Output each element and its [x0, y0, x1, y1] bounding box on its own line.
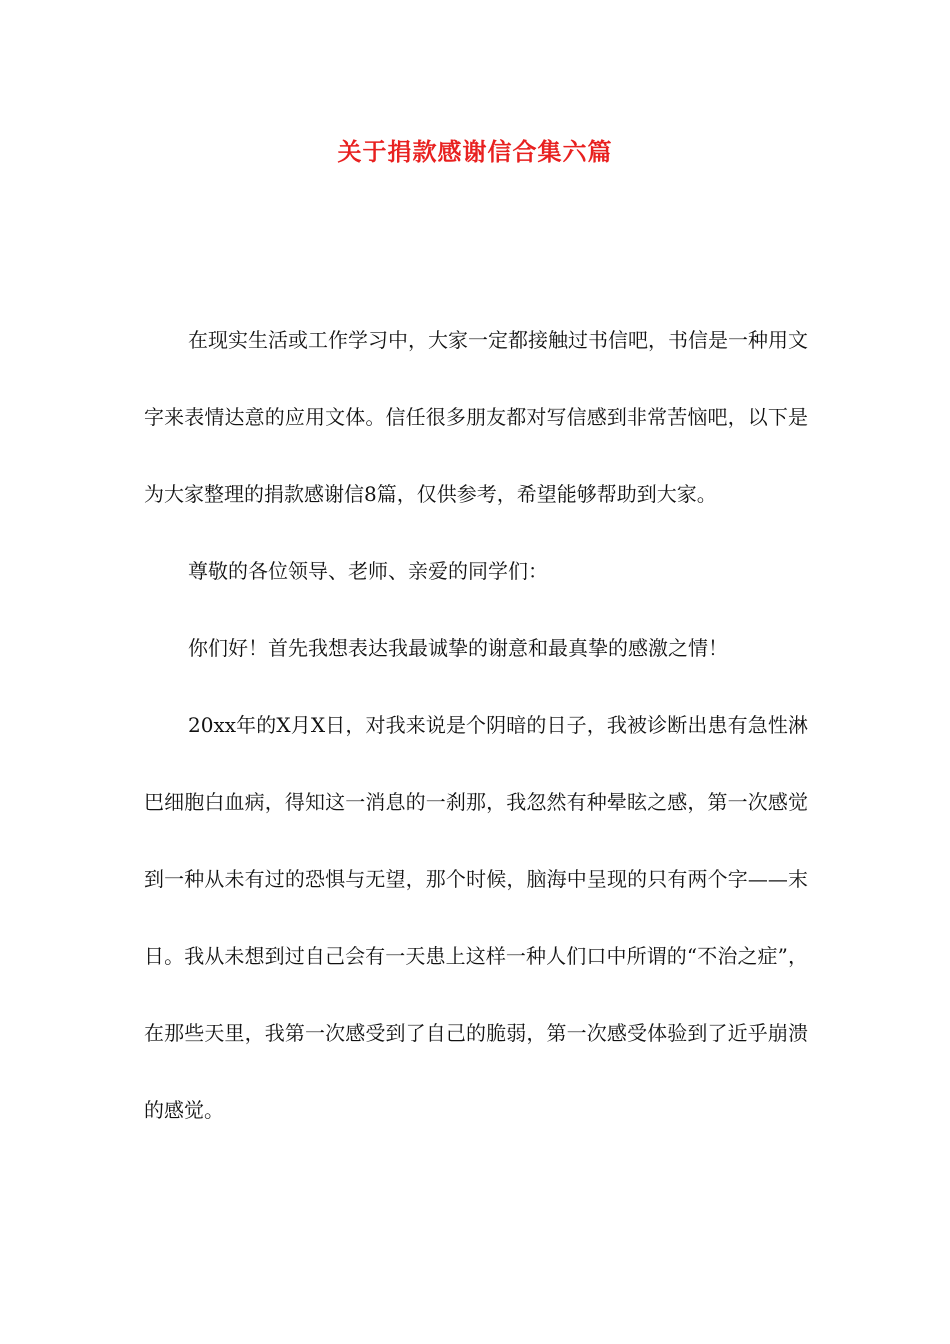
- paragraph-greeting: 你们好！首先我想表达我最诚挚的谢意和最真挚的感激之情！: [188, 636, 728, 660]
- document-body: [144, 318, 808, 1149]
- paragraph-story: 20xx年的X月X日，对我来说是个阴暗的日子，我被诊断出患有急性淋巴细胞白血病，得知这一消息的一刹那，我忽然有种晕眩之感，第一次感觉到一种从未有过的恐惧与无望，那个时候，脑海中呈现的只有两个字——末日。我从未想到过自己会有一天患上这样一种人们口中所谓的“不治之症”，在那些天里，我第一次感受到了自己的脆弱，第一次感受体验到了近乎崩溃的感觉。: [144, 713, 808, 1122]
- paragraph-salutation: 尊敬的各位领导、老师、亲爱的同学们：: [188, 559, 548, 583]
- document-title: 关于捐款感谢信合集六篇: [337, 137, 613, 166]
- paragraph-intro: 在现实生活或工作学习中，大家一定都接触过书信吧，书信是一种用文字来表情达意的应用文体。信任很多朋友都对写信感到非常苦恼吧，以下是为大家整理的捐款感谢信8篇，仅供参考，希望能够帮助到大家。: [144, 328, 808, 506]
